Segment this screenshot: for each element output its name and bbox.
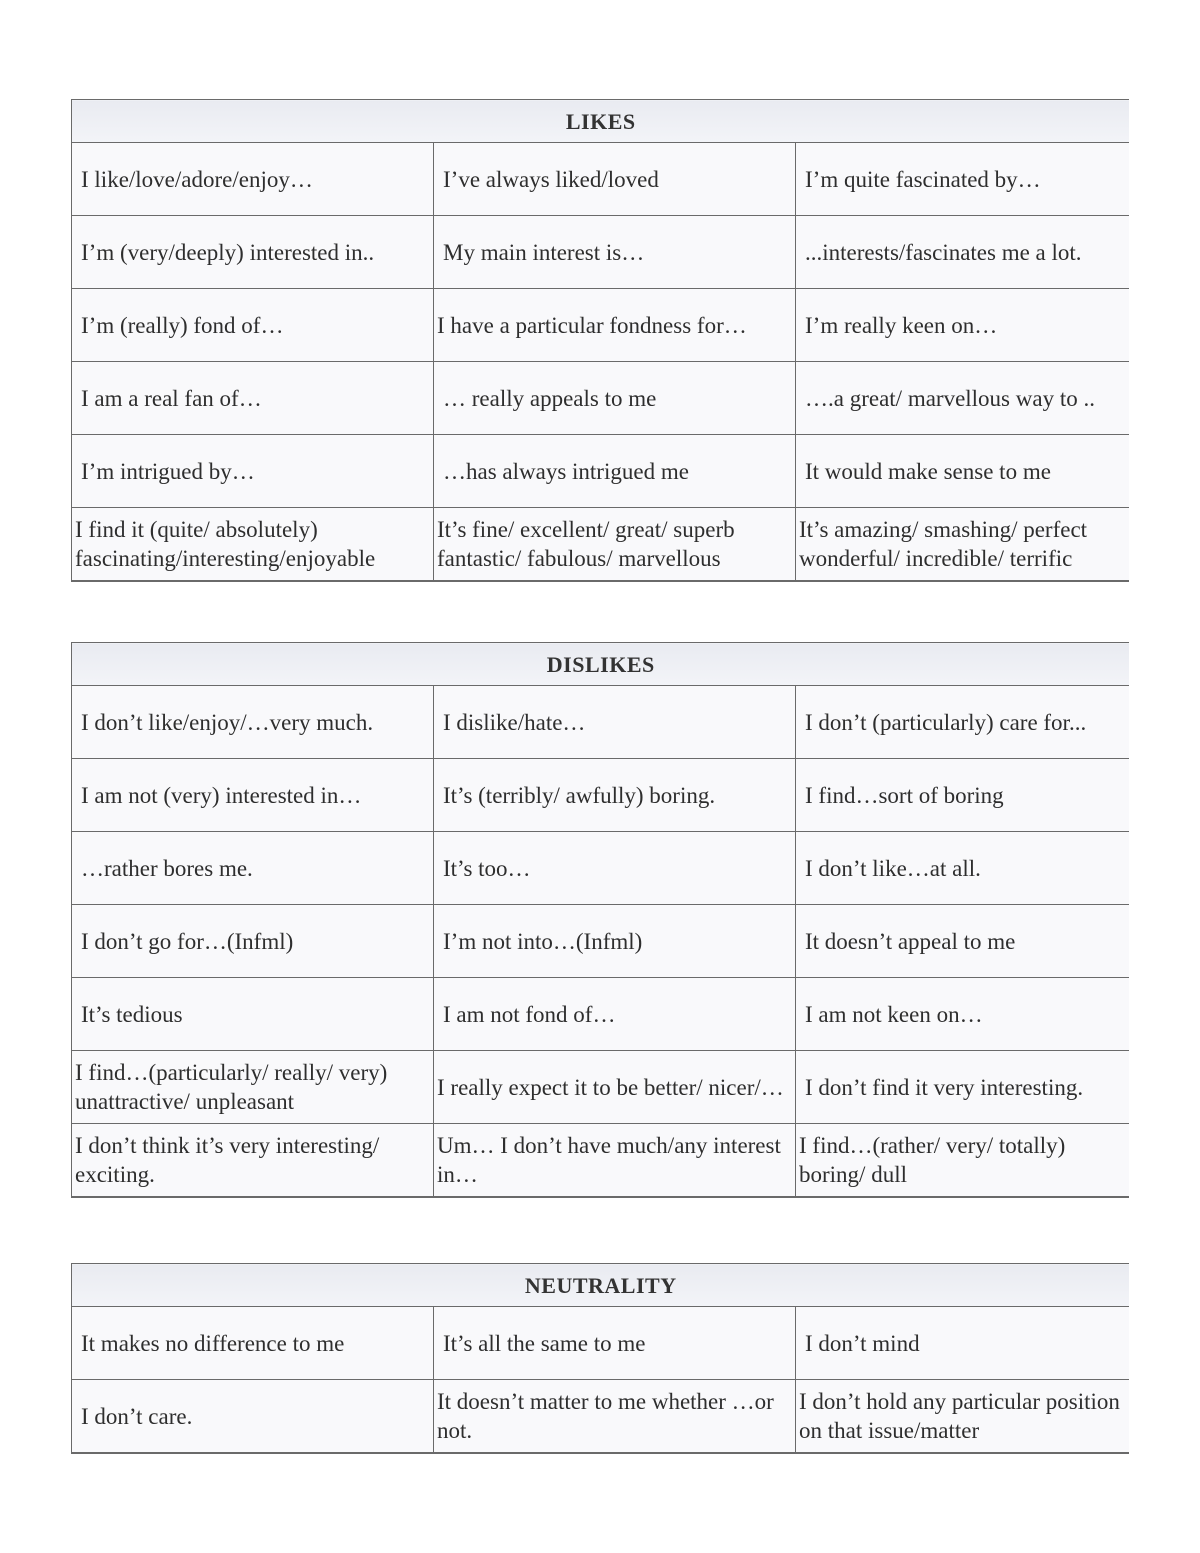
table-cell: I’m (really) fond of…	[72, 289, 434, 362]
table-row	[72, 905, 1129, 978]
table-row	[72, 686, 1129, 759]
table-cell: I find it (quite/ absolutely) fascinating/interesting/enjoyable	[72, 508, 434, 582]
table-cell: …has always intrigued me	[434, 435, 796, 508]
table-cell: I have a particular fondness for…	[434, 289, 796, 362]
neutrality-title: NEUTRALITY	[72, 1264, 1129, 1307]
table-cell: I really expect it to be better/ nicer/…	[434, 1051, 796, 1124]
table-cell: Um… I don’t have much/any interest in…	[434, 1124, 796, 1198]
table-cell: It’s tedious	[72, 978, 434, 1051]
table-row	[72, 832, 1129, 905]
likes-table	[71, 99, 1129, 582]
table-cell: My main interest is…	[434, 216, 796, 289]
table-cell: … really appeals to me	[434, 362, 796, 435]
likes-title: LIKES	[72, 100, 1129, 143]
table-cell: I’m quite fascinated by…	[796, 143, 1129, 216]
table-cell: I’m (very/deeply) interested in..	[72, 216, 434, 289]
page-margin-right	[1128, 0, 1200, 1553]
table-cell: I don’t like/enjoy/…very much.	[72, 686, 434, 759]
table-cell: It’s (terribly/ awfully) boring.	[434, 759, 796, 832]
table-cell: I’ve always liked/loved	[434, 143, 796, 216]
table-cell: I am not fond of…	[434, 978, 796, 1051]
table-cell: I’m intrigued by…	[72, 435, 434, 508]
table-row	[72, 1380, 1129, 1454]
neutrality-header-row	[72, 1264, 1129, 1307]
table-cell: It doesn’t matter to me whether …or not.	[434, 1380, 796, 1454]
table-cell: I don’t think it’s very interesting/ exciting.	[72, 1124, 434, 1198]
table-cell: I’m not into…(Infml)	[434, 905, 796, 978]
table-cell: I don’t mind	[796, 1307, 1129, 1380]
table-cell: ….a great/ marvellous way to ..	[796, 362, 1129, 435]
table-cell: …rather bores me.	[72, 832, 434, 905]
table-cell: I don’t go for…(Infml)	[72, 905, 434, 978]
table-row	[72, 508, 1129, 582]
table-cell: I find…(particularly/ really/ very) unattractive/ unpleasant	[72, 1051, 434, 1124]
table-cell: I dislike/hate…	[434, 686, 796, 759]
table-row	[72, 362, 1129, 435]
table-cell: It’s amazing/ smashing/ perfect wonderful/ incredible/ terrific	[796, 508, 1129, 582]
dislikes-header-row	[72, 643, 1129, 686]
table-cell: I don’t hold any particular position on that issue/matter	[796, 1380, 1129, 1454]
table-cell: I don’t (particularly) care for...	[796, 686, 1129, 759]
table-cell: I find…sort of boring	[796, 759, 1129, 832]
table-cell: I don’t find it very interesting.	[796, 1051, 1129, 1124]
table-cell: I like/love/adore/enjoy…	[72, 143, 434, 216]
table-cell: I’m really keen on…	[796, 289, 1129, 362]
table-cell: It makes no difference to me	[72, 1307, 434, 1380]
table-cell: I don’t like…at all.	[796, 832, 1129, 905]
table-row	[72, 435, 1129, 508]
table-cell: It doesn’t appeal to me	[796, 905, 1129, 978]
table-cell: I don’t care.	[72, 1380, 434, 1454]
table-cell: I am a real fan of…	[72, 362, 434, 435]
table-cell: It’s all the same to me	[434, 1307, 796, 1380]
table-row	[72, 1051, 1129, 1124]
dislikes-table	[71, 642, 1129, 1198]
table-cell: I am not keen on…	[796, 978, 1129, 1051]
likes-header-row	[72, 100, 1129, 143]
table-row	[72, 1307, 1129, 1380]
neutrality-table	[71, 1263, 1129, 1454]
table-row	[72, 216, 1129, 289]
table-row	[72, 759, 1129, 832]
table-cell: ...interests/fascinates me a lot.	[796, 216, 1129, 289]
table-row	[72, 978, 1129, 1051]
table-cell: It’s fine/ excellent/ great/ superb fantastic/ fabulous/ marvellous	[434, 508, 796, 582]
dislikes-title: DISLIKES	[72, 643, 1129, 686]
table-cell: I find…(rather/ very/ totally) boring/ dull	[796, 1124, 1129, 1198]
table-cell: I am not (very) interested in…	[72, 759, 434, 832]
table-row	[72, 1124, 1129, 1198]
table-row	[72, 289, 1129, 362]
table-row	[72, 143, 1129, 216]
table-cell: It would make sense to me	[796, 435, 1129, 508]
table-cell: It’s too…	[434, 832, 796, 905]
